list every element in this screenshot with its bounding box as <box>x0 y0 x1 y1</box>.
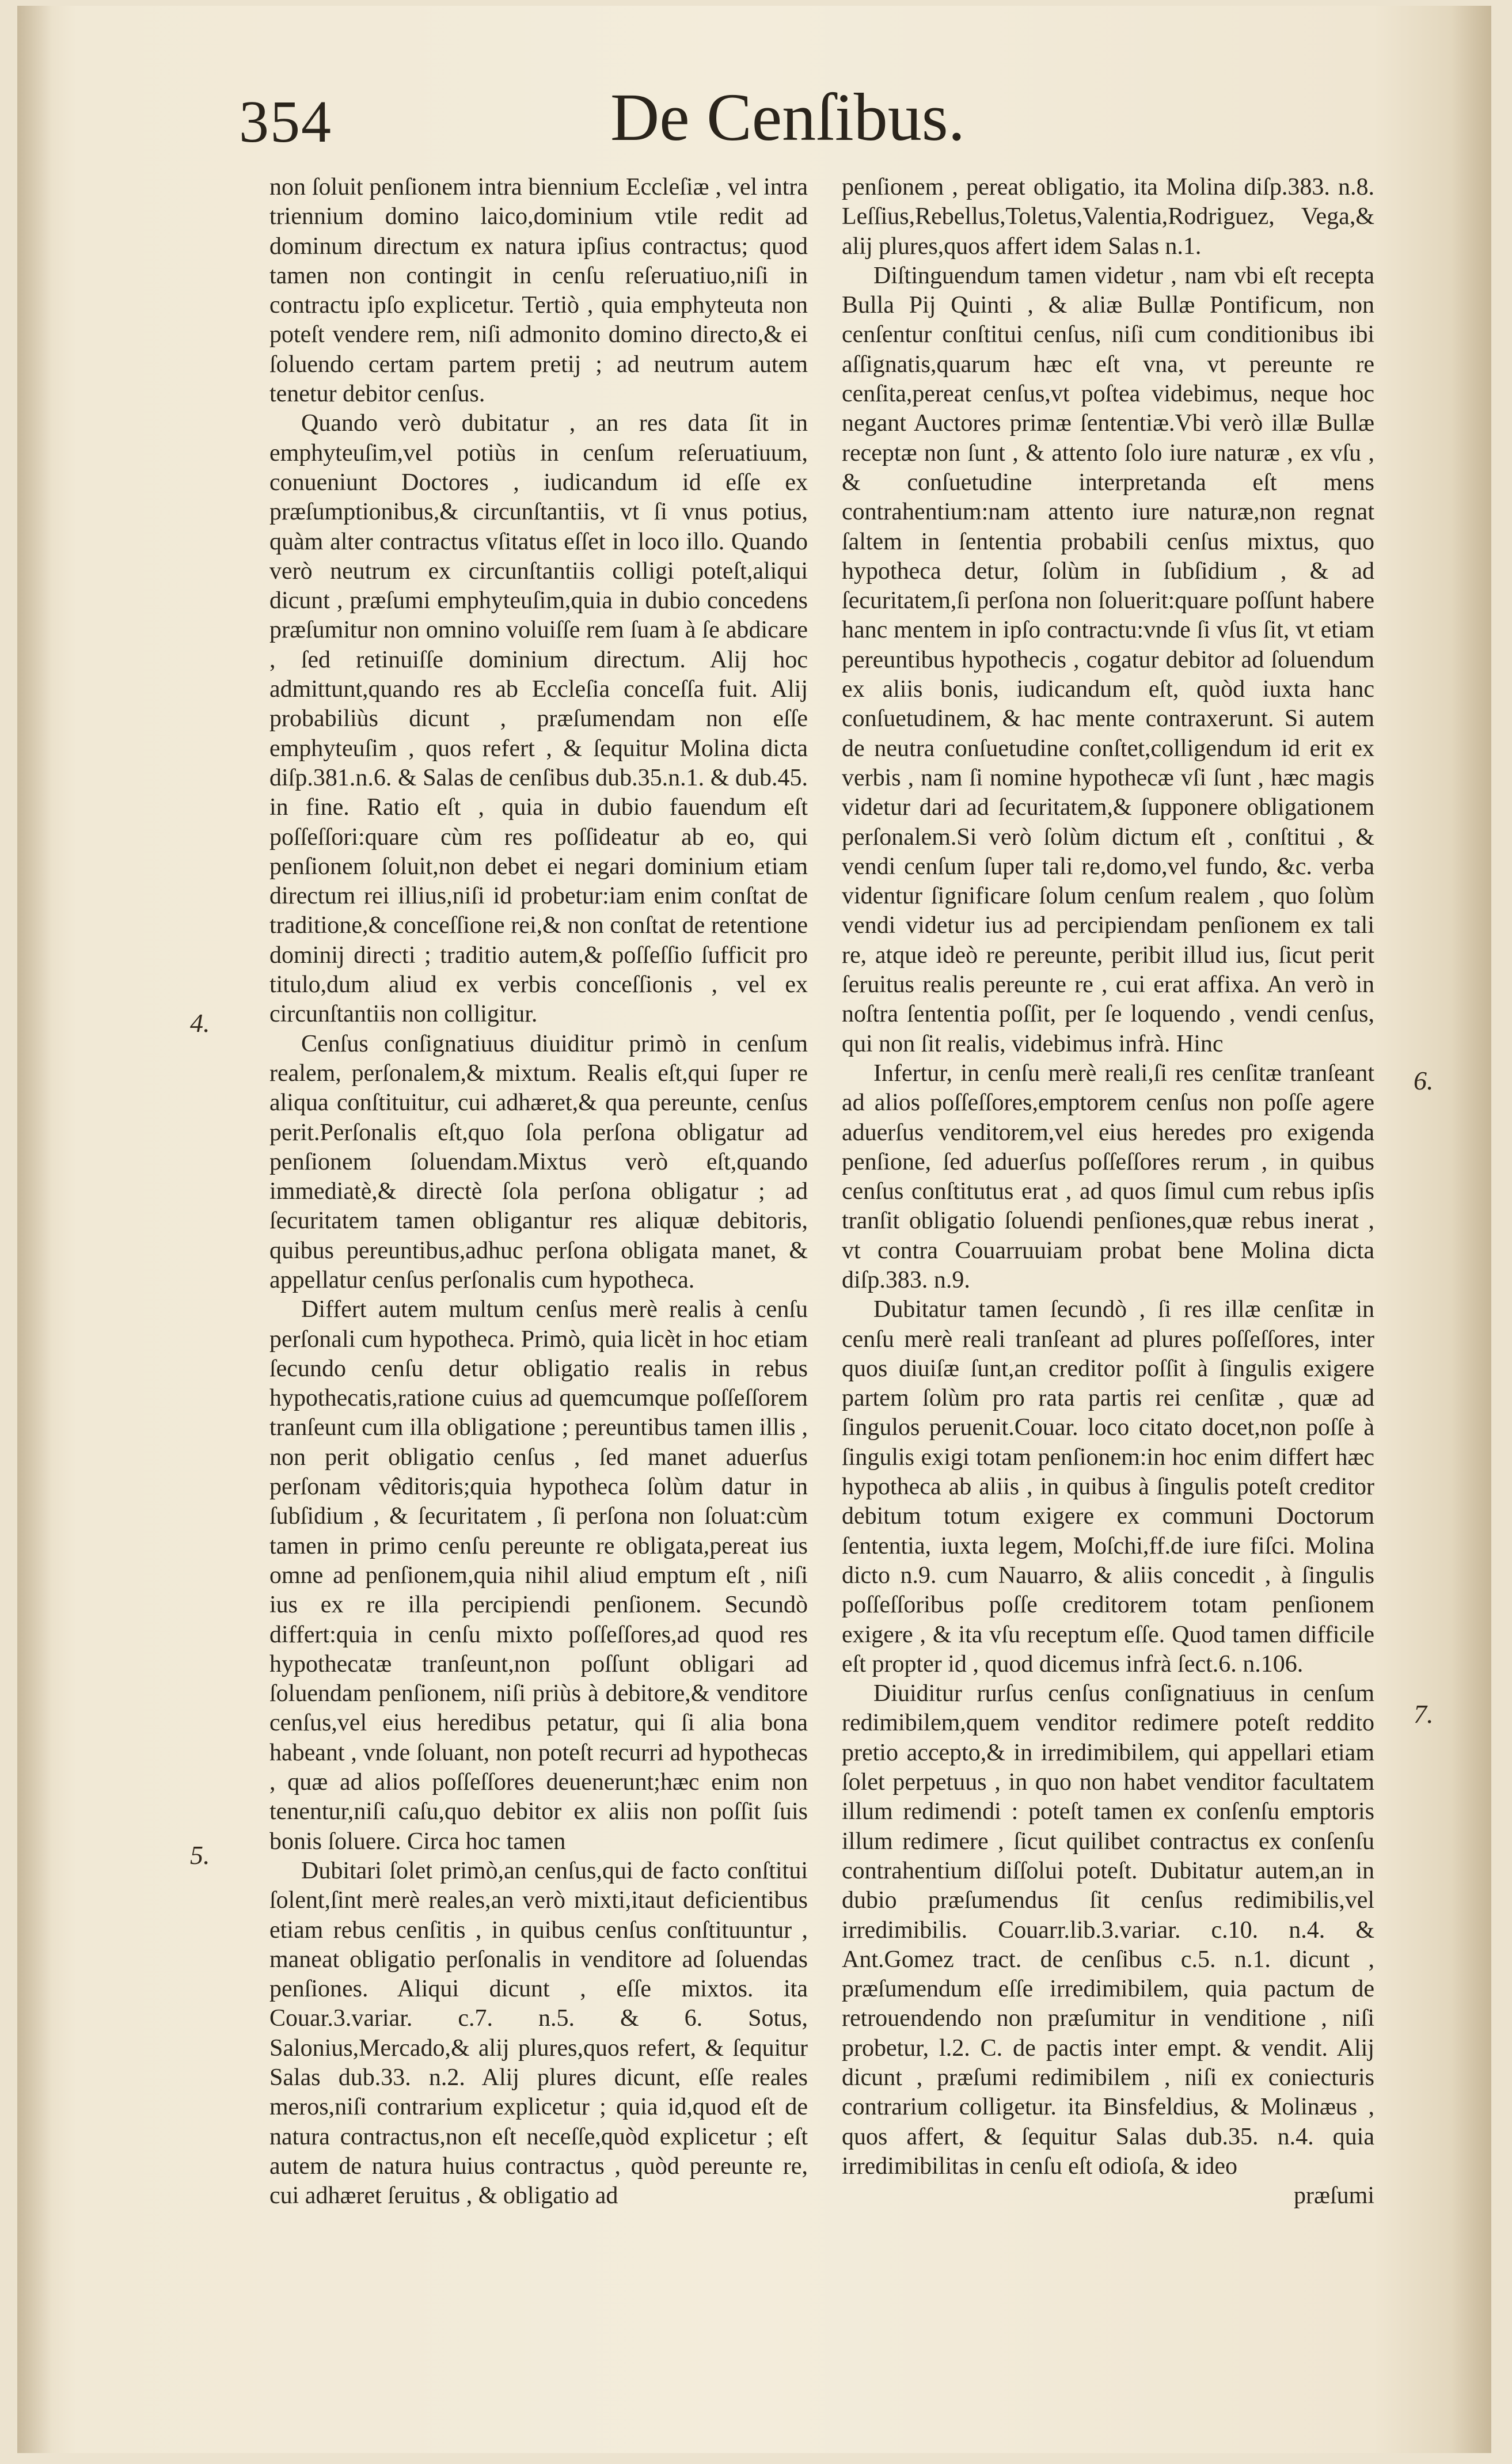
paragraph: Diuiditur rurſus cenſus conſignatiuus in cenſum redimibilem,quem venditor redimere poteſt reddito pretio accepto,& in irredimibilem, qui appellari etiam ſolet perpetuus , in quo non habet venditor facultatem illum redimendi : poteſt tamen ex conſenſu emptoris illum redimere , ſicut quilibet contractus ex conſenſu contrahentium diſſolui poteſt. Dubitatur autem,an in dubio præſumendus ſit cenſus redimibilis,vel irredimibilis. Couarr.lib.3.variar. c.10. n.4. & Ant.Gomez tract. de cenſibus c.5. n.1. dicunt , præſumendum eſſe irredimibilem, quia pactum de retrouendendo non præſumitur in venditione , niſi probetur, l.2. C. de pactis inter empt. & vendit. Alij dicunt , præſumi redimibilem , niſi ex coniecturis contrarium colligetur. ita Binsfeldius, & Molinæus , quos affert, & ſequitur Salas dub.35. n.4. quia irredimibilitas in cenſu eſt odioſa, & ideo <box>842 1680 1374 2180</box>
paragraph: Differt autem multum cenſus merè realis à cenſu perſonali cum hypotheca. Primò, quia licèt in hoc etiam ſecundo cenſu detur obligatio realis in rebus hypothecatis,ratione cuius ad quemcumque poſſeſſorem tranſeunt cum illa obligatione ; pereuntibus tamen illis , non perit obligatio cenſus , ſed manet aduerſus perſonam vêditoris;quia hypotheca ſolùm datur in ſubſidium , & ſecuritatem , ſi perſona non ſoluat:cùm tamen in primo cenſu pereunte re obligata,pereat ius omne ad penſionem,quia nihil aliud emptum eſt , niſi ius ex re illa percipiendi penſionem. Secundò differt:quia in cenſu mixto poſſeſſores,ad quod res hypothecatæ tranſeunt,non poſſunt obligari ad ſoluendam penſionem, niſi priùs à debitore,& venditore cenſus,vel eius heredibus petatur, qui ſi alia bona habeant , vnde ſoluant, non poteſt recurri ad hypothecas , quæ ad alios poſſeſſores deuenerunt;hæc enim non tenentur,niſi caſu,quo debitor ex aliis non poſſit ſuis bonis ſoluere. Circa hoc tamen <box>269 1296 808 1855</box>
paragraph: Infertur, in cenſu merè reali,ſi res cenſitæ tranſeant ad alios poſſeſſores,emptorem cenſus non poſſe agere aduerſus venditorem,vel eius heredes pro exigenda penſione, ſed aduerſus poſſeſſores rerum , in quibus cenſus conſtitutus erat , ad quos ſimul cum rebus ipſis tranſit obligatio ſoluendi penſiones,quæ rebus inerat , vt contra Couarruuiam probat bene Molina dicta diſp.383. n.9. <box>842 1060 1374 1293</box>
margin-number: 5. <box>190 1840 210 1870</box>
running-title: De Cenſibus. <box>610 79 966 155</box>
paragraph: penſionem , pereat obligatio, ita Molina diſp.383. n.8. Leſſius,Rebellus,Toletus,Valentia,Rodriguez, Vega,& alij plures,quos affert idem Salas n.1. <box>842 174 1374 260</box>
paragraph: non ſoluit penſionem intra biennium Eccleſiæ , vel intra triennium domino laico,dominium vtile redit ad dominum directum ex natura ipſius contractus; quod tamen non contingit in cenſu reſeruatiuo,niſi in contractu ipſo explicetur. Tertiò , quia emphyteuta non poteſt vendere rem, niſi admonito domino directo,& ei ſoluendo certam partem pretij ; ad neutrum autem tenetur debitor cenſus. <box>269 174 808 408</box>
page-shadow-right <box>1451 6 1491 2453</box>
paragraph: Dubitari ſolet primò,an cenſus,qui de facto conſtitui ſolent,ſint merè reales,an verò mixti,itaut deficientibus etiam rebus cenſitis , in quibus cenſus conſtituuntur , maneat obligatio perſonalis in venditore ad ſoluendas penſiones. Aliqui dicunt , eſſe mixtos. ita Couar.3.variar. c.7. n.5. & 6. Sotus, Salonius,Mercado,& alij plures,quos refert, & ſequitur Salas dub.33. n.2. Alij plures dicunt, eſſe reales meros,niſi contrarium explicetur ; quia id,quod eſt de natura contractus,non eſt neceſſe,quòd explicetur ; eſt autem de natura huius contractus , quòd pereunte re, cui adhæret ſeruitus , & obligatio ad <box>269 1857 808 2209</box>
catchword: præſumi <box>1293 2182 1374 2209</box>
margin-number: 7. <box>1414 1699 1434 1729</box>
margin-number: 6. <box>1414 1066 1434 1095</box>
book-page <box>17 6 1491 2453</box>
page-shadow-left <box>17 6 52 2453</box>
paragraph: Dubitatur tamen ſecundò , ſi res illæ cenſitæ in cenſu merè reali tranſeant ad plures poſſeſſores, inter quos diuiſæ ſunt,an creditor poſſit à ſingulis exigere partem ſolùm pro rata partis rei cenſitæ , quæ ad ſingulos peruenit.Couar. loco citato docet,non poſſe à ſingulis exigi totam penſionem:in hoc enim differt hæc hypotheca ab aliis , in quibus à ſingulis poteſt creditor debitum totum exigere ex communi Doctorum ſententia, iuxta legem, Moſchi,ff.de iure fiſci. Molina dicto n.9. cum Nauarro, & aliis concedit , à ſingulis poſſeſſoribus poſſe creditorem totam penſionem exigere , & ita vſu receptum eſſe. Quod tamen difficile eſt propter id , quod dicemus infrà ſect.6. n.106. <box>842 1296 1374 1677</box>
right-text-column <box>842 173 1374 2211</box>
paragraph: Cenſus conſignatiuus diuiditur primò in cenſum realem, perſonalem,& mixtum. Realis eſt,qui ſuper re aliqua conſtituitur, cui adhæret,& qua pereunte, cenſus perit.Perſonalis eſt,quo ſola perſona obligatur ad penſionem ſoluendam.Mixtus verò eſt,quando immediatè,& directè ſola perſona obligatur ; ad ſecuritatem tamen obligantur res aliquæ debitoris, quibus pereuntibus,adhuc perſona obligata manet, & appellatur cenſus perſonalis cum hypotheca. <box>269 1030 808 1293</box>
paragraph: Quando verò dubitatur , an res data ſit in emphyteuſim,vel potiùs in cenſum reſeruatiuum, conueniunt Doctores , iudicandum id eſſe ex præſumptionibus,& circunſtantiis, vt ſi vnus potius, quàm alter contractus vſitatus eſſet in loco illo. Quando verò neutrum ex circunſtantiis colligi poteſt,aliqui dicunt , præſumi emphyteuſim,quia in dubio concedens præſumitur non omnino voluiſſe rem ſuam à ſe abdicare , ſed retinuiſſe dominium directum. Alij hoc admittunt,quando res ab Eccleſia conceſſa fuit. Alij probabiliùs dicunt , præſumendam non eſſe emphyteuſim , quos refert , & ſequitur Molina dicta diſp.381.n.6. & Salas de cenſibus dub.35.n.1. & dub.45. in fine. Ratio eſt , quia in dubio fauendum eſt poſſeſſori:quare cùm res poſſideatur ab eo, qui penſionem ſoluit,non debet ei negari dominium etiam directum rei illius,niſi id probetur:iam enim conſtat de traditione,& conceſſione rei,& non conſtat de retentione dominij directi ; traditio autem,& poſſeſſio ſufficit pro titulo,dum aliud ex verbis conceſſionis , vel ex circunſtantiis non colligitur. <box>269 410 808 1028</box>
left-text-column <box>269 173 808 2211</box>
paragraph: Diſtinguendum tamen videtur , nam vbi eſt recepta Bulla Pij Quinti , & aliæ Bullæ Pontificum, non cenſentur conſtitui cenſus, niſi cum conditionibus ibi aſſignatis,quarum hæc eſt vna, vt pereunte re cenſita,pereat cenſus,vt poſtea videbimus, neque hoc negant Auctores primæ ſententiæ.Vbi verò illæ Bullæ receptæ non ſunt , & attento ſolo iure naturæ , ex vſu , & conſuetudine interpretanda eſt mens contrahentium:nam attento iure naturæ,non regnat ſaltem in ſententia probabili cenſus mixtus, quo hypotheca detur, ſolùm in ſubſidium , & ad ſecuritatem,ſi perſona non ſoluerit:quare poſſunt habere hanc mentem in ipſo contractu:vnde ſi vſus ſit, vt etiam pereuntibus hypothecis , cogatur debitor ad ſoluendum ex aliis bonis, iudicandum eſt, quòd iuxta hanc conſuetudinem, & hac mente contraxerunt. Si autem de neutra conſuetudine conſtet,colligendum id erit ex verbis , nam ſi nomine hypothecæ vſi ſunt , hæc magis videtur dari ad ſecuritatem,& ſupponere obligationem perſonalem.Si verò ſolùm dictum eſt , conſtitui , & vendi cenſum ſuper tali re,domo,vel fundo, &c. verba videntur ſignificare ſolum cenſum realem , quo ſolùm vendi videtur ius ad percipiendam penſionem ex tali re, atque ideò re pereunte, peribit illud ius, ſicut perit ſeruitus realis pereunte re , cui erat affixa. An verò in noſtra ſententia poſſit, per ſe loquendo , vendi cenſus, qui non ſit realis, videbimus infrà. Hinc <box>842 262 1374 1057</box>
page-number: 354 <box>239 89 332 155</box>
margin-number: 4. <box>190 1008 210 1038</box>
